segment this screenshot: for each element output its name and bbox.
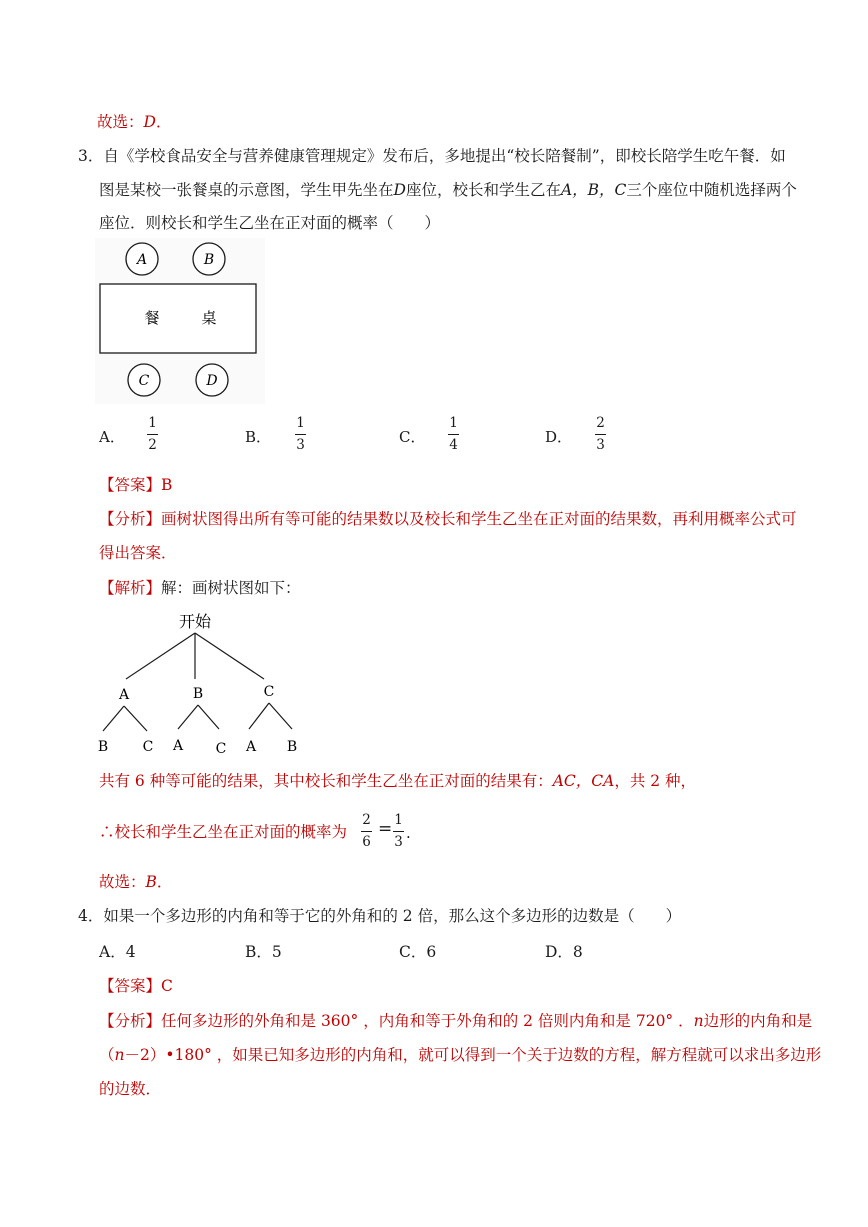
seat-a-label: A <box>136 252 148 268</box>
frac-num: 2 <box>362 812 371 828</box>
frac-den: 4 <box>449 437 458 453</box>
prob-equals <box>378 819 392 839</box>
tree-leaf: A <box>172 738 184 754</box>
q4-stem <box>78 906 681 926</box>
seat-a <box>126 243 158 275</box>
tree-edges-level2 <box>103 703 292 731</box>
tree-node-b: B <box>192 686 204 702</box>
equals-sign: = <box>378 819 393 839</box>
analysis-tag: 【分析】 <box>99 1012 162 1030</box>
q4-option-b-text: B．5 <box>245 943 282 961</box>
q3-solution-intro <box>99 578 301 598</box>
frac-den: 3 <box>596 437 605 453</box>
answer-value: C <box>161 977 173 995</box>
solution-intro: 解：画树状图如下： <box>161 579 301 597</box>
tree-leaf: A <box>245 739 257 755</box>
q4-option-a-text: A．4 <box>99 943 136 961</box>
q3-line1 <box>78 146 786 166</box>
q3-option-a-letter: A． <box>99 428 125 446</box>
answer-tag: 【答案】 <box>99 977 162 995</box>
q4-stem-text: 如果一个多边形的内角和等于它的外角和的 2 倍，那么这个多边形的边数是（ ） <box>103 907 682 925</box>
q3-number: 3． <box>78 147 104 165</box>
result-outcomes: AC，CA <box>552 772 615 790</box>
result-text-a: 共有 6 种等可能的结果，其中校长和学生乙坐在正对面的结果有： <box>99 772 553 790</box>
choose-answer: B <box>145 873 157 891</box>
q3-option-b[interactable] <box>245 426 271 447</box>
q3-stem-line2a: 图是某校一张餐桌的示意图，学生甲先坐在 <box>99 181 394 199</box>
frac-den: 3 <box>296 437 305 453</box>
prob-end <box>406 824 411 842</box>
tree-leaf: B <box>286 739 298 755</box>
answer-tag: 【答案】 <box>99 476 162 494</box>
analysis-text-2a: （ <box>99 1046 115 1064</box>
analysis-text-1b: 边形的内角和是 <box>703 1012 813 1030</box>
prev-choose-line <box>97 112 171 132</box>
q3-stem-line2b: 座位，校长和学生乙在 <box>405 181 561 199</box>
q3-line2 <box>99 180 797 200</box>
frac-den: 6 <box>362 834 371 850</box>
prev-choose-answer: D <box>143 113 156 131</box>
q3-line3 <box>99 213 440 233</box>
choose-end: ． <box>156 873 173 891</box>
q3-option-a[interactable] <box>99 426 125 447</box>
prob-frac-2 <box>393 812 404 850</box>
prob-frac-1 <box>361 812 372 850</box>
q3-option-a-frac <box>147 415 158 453</box>
period: . <box>406 824 411 842</box>
q4-option-a[interactable] <box>99 942 136 962</box>
analysis-text-3: 的边数． <box>99 1080 162 1098</box>
therefore-text: ∴校长和学生乙坐在正对面的概率为 <box>99 823 348 841</box>
q3-option-d-letter: D． <box>545 428 573 446</box>
table-label-1: 餐 <box>144 309 160 327</box>
table-rect <box>100 284 256 353</box>
q4-answer <box>99 976 173 996</box>
tree-leaf: C <box>142 739 154 755</box>
q3-stem-line3: 座位．则校长和学生乙坐在正对面的概率（ ） <box>99 214 441 232</box>
analysis-text-2b: －2）•180° ，如果已知多边形的内角和，就可以得到一个关于边数的方程，解方程就可以求出多边形 <box>124 1046 822 1064</box>
answer-value: B <box>161 476 173 494</box>
q4-analysis-line1 <box>99 1011 812 1031</box>
q3-stem-line1: 自《学校食品安全与营养健康管理规定》发布后，多地提出“校长陪餐制”，即校长陪学生吃午餐．如 <box>103 147 786 165</box>
q4-option-d-text: D．8 <box>545 943 583 961</box>
choose-label: 故选： <box>99 873 146 891</box>
seat-d-label: D <box>206 373 218 389</box>
tree-leaf: B <box>97 739 109 755</box>
q3-therefore-line <box>99 822 347 842</box>
frac-den: 2 <box>148 437 157 453</box>
tree-node-a: A <box>118 687 130 703</box>
tree-diagram <box>92 605 312 763</box>
analysis-tag: 【分析】 <box>99 510 162 528</box>
dining-table-diagram <box>95 238 265 404</box>
q4-option-b[interactable] <box>245 942 282 962</box>
q3-choose-line <box>99 872 172 892</box>
q3-seat-d: D <box>393 181 406 199</box>
frac-den: 3 <box>394 834 403 850</box>
seat-c-label: C <box>138 373 150 389</box>
q4-analysis-line2 <box>99 1045 821 1065</box>
q3-analysis-line2 <box>99 543 177 563</box>
analysis-text-1a: 任何多边形的外角和是 360° ，内角和等于外角和的 2 倍则内角和是 720° ． <box>161 1012 694 1030</box>
q4-option-c-text: C．6 <box>399 943 437 961</box>
q3-option-c-frac <box>448 415 459 453</box>
analysis-text-2: 得出答案． <box>99 544 177 562</box>
q3-stem-line2c: 三个座位中随机选择两个 <box>626 181 797 199</box>
frac-num: 2 <box>596 415 605 431</box>
seat-c <box>128 364 160 396</box>
analysis-n: n <box>114 1046 125 1064</box>
tree-node-c: C <box>263 684 275 700</box>
q3-option-b-letter: B． <box>245 428 272 446</box>
q3-option-d[interactable] <box>545 426 572 447</box>
q4-analysis-line3 <box>99 1079 161 1099</box>
q3-option-b-frac <box>295 415 306 453</box>
q4-number: 4． <box>78 907 104 925</box>
analysis-n: n <box>693 1012 704 1030</box>
q3-option-c[interactable] <box>399 426 425 447</box>
frac-num: 1 <box>449 415 458 431</box>
q3-seats-abc: A，B，C <box>560 181 627 199</box>
seat-b-label: B <box>203 252 215 268</box>
q3-option-d-frac <box>595 415 606 453</box>
q4-option-c[interactable] <box>399 942 436 962</box>
seat-d <box>196 364 228 396</box>
frac-num: 1 <box>394 812 403 828</box>
table-label-2: 桌 <box>201 309 217 327</box>
tree-leaf: C <box>215 741 227 757</box>
frac-num: 1 <box>296 415 305 431</box>
tree-root: 开始 <box>178 612 212 631</box>
tree-edges-level1 <box>126 633 264 679</box>
prev-choose-end: ． <box>155 113 172 131</box>
q3-answer <box>99 475 172 495</box>
q3-option-c-letter: C． <box>399 428 426 446</box>
analysis-text-1: 画树状图得出所有等可能的结果数以及校长和学生乙坐在正对面的结果数，再利用概率公式可 <box>161 510 797 528</box>
seat-b <box>193 243 225 275</box>
q3-result-line <box>99 771 696 791</box>
q4-option-d[interactable] <box>545 942 583 962</box>
frac-num: 1 <box>148 415 157 431</box>
solution-tag: 【解析】 <box>99 579 162 597</box>
prev-choose-label: 故选： <box>97 113 144 131</box>
result-text-b: ，共 2 种， <box>614 772 697 790</box>
q3-analysis-line1 <box>99 509 797 529</box>
